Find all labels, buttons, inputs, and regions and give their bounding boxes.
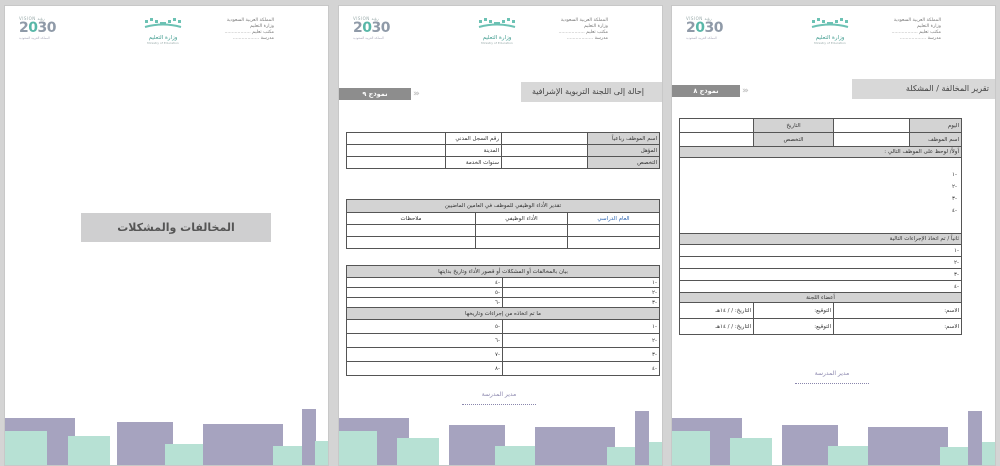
cover-title: المخالفات والمشكلات (117, 221, 235, 234)
vision-2030-logo (353, 16, 401, 46)
ministry-text: وزارة التعليم (916, 24, 941, 29)
deco-block (68, 436, 110, 466)
header-text (538, 18, 608, 42)
deco-block (982, 442, 996, 466)
form-title-banner (521, 82, 663, 102)
deco-block (730, 438, 772, 466)
vision-label: VISION رؤية (19, 16, 45, 21)
member-signature[interactable]: التوقيع: (754, 319, 834, 335)
issues-title: بيان بالمخالفات أو المشكلات أو قصور الأداء وتاريخ بدايتها (347, 266, 660, 278)
ministry-text: وزارة التعليم (249, 24, 274, 29)
action-item[interactable]: -٢ (503, 334, 660, 348)
deco-block (315, 441, 329, 466)
office-text: مكتب تعليم .................. (558, 30, 608, 35)
issue-item[interactable]: -٢ (503, 288, 660, 298)
action-item[interactable]: -٦ (347, 334, 503, 348)
member-name[interactable]: الاسم: (834, 303, 962, 319)
deco-block (339, 431, 377, 466)
moe-logo (800, 18, 860, 52)
moe-english: Ministry of Education (147, 41, 179, 45)
info-value[interactable] (347, 133, 446, 145)
second-item[interactable]: -٤ (680, 281, 962, 293)
first-item: -٢ (952, 183, 957, 190)
info-value[interactable] (502, 157, 588, 169)
info-label: المؤهل (588, 145, 660, 157)
office-text: مكتب تعليم .................. (891, 30, 941, 35)
moe-english: Ministry of Education (481, 41, 513, 45)
actions-title: ما تم اتخاذه من إجراءات وتاريخها (347, 308, 660, 320)
vision-year: 2030 (19, 20, 56, 36)
issues-table (346, 265, 660, 376)
first-list[interactable] (680, 158, 962, 234)
eval-cell[interactable] (568, 225, 660, 237)
second-item[interactable]: -٢ (680, 257, 962, 269)
form-badge: نموذج ٩ (339, 88, 411, 100)
deco-block (535, 427, 615, 466)
first-item: -٣ (952, 195, 957, 202)
form-title: إحالة إلى اللجنة التربوية الإشرافية (531, 87, 644, 96)
action-item[interactable]: -٨ (347, 362, 503, 376)
deco-block (273, 446, 303, 466)
cover-page (4, 5, 329, 466)
top-value[interactable] (680, 133, 754, 147)
top-label: التخصص (754, 133, 834, 147)
form-8-page (671, 5, 996, 466)
deco-block (302, 409, 316, 466)
first-section-title: أولاً/ لوحظ على الموظف التالي : (680, 147, 962, 158)
principal-label: مدير المدرسة (481, 391, 517, 398)
school-text: مدرسة .................. (899, 36, 941, 41)
form-title-banner (852, 79, 996, 99)
report-table (679, 118, 962, 335)
first-item: -١ (952, 171, 957, 178)
top-label: اليوم (910, 119, 962, 133)
employee-info-table (346, 132, 660, 169)
eval-header-year: العام الدراسي (568, 213, 660, 225)
moe-english: Ministry of Education (814, 41, 846, 45)
issue-item[interactable]: -٥ (347, 288, 503, 298)
eval-cell[interactable] (568, 237, 660, 249)
vision-subtitle: المملكة العربية السعودية (353, 36, 384, 40)
info-label: سنوات الخدمة (446, 157, 502, 169)
deco-block (635, 411, 649, 466)
moe-book-icon (477, 18, 517, 32)
action-item[interactable]: -١ (503, 320, 660, 334)
form-title: تقرير المخالفة / المشكلة (905, 84, 989, 93)
vision-2030-logo (686, 16, 734, 46)
vision-2030-logo (19, 16, 67, 46)
school-text: مدرسة .................. (566, 36, 608, 41)
moe-book-icon (810, 18, 850, 32)
issue-item[interactable]: -٦ (347, 298, 503, 308)
info-label: رقم السجل المدني (446, 133, 502, 145)
info-value[interactable] (502, 133, 588, 145)
deco-block (5, 431, 47, 466)
moe-arabic: وزارة التعليم (815, 35, 845, 41)
info-value[interactable] (347, 145, 446, 157)
action-item[interactable]: -٣ (503, 348, 660, 362)
deco-block (165, 444, 205, 466)
eval-cell[interactable] (476, 237, 568, 249)
info-value[interactable] (502, 145, 588, 157)
member-name[interactable]: الاسم: (834, 319, 962, 335)
second-item[interactable]: -٣ (680, 269, 962, 281)
deco-block (968, 411, 982, 466)
deco-block (607, 447, 637, 466)
first-item: -٤ (952, 207, 957, 214)
ministry-text: وزارة التعليم (583, 24, 608, 29)
chevrons-icon: ››› (742, 86, 747, 96)
second-section-title: ثانياً / تم اتخاذ الإجراءات التالية (680, 234, 962, 245)
header-text (871, 18, 941, 42)
eval-header-performance: الأداء الوظيفي (476, 213, 568, 225)
info-value[interactable] (347, 157, 446, 169)
eval-cell[interactable] (347, 225, 476, 237)
signature-line[interactable] (462, 404, 536, 405)
signature-line[interactable] (795, 383, 869, 384)
eval-cell[interactable] (476, 225, 568, 237)
committee-title: أعضاء اللجنة (680, 293, 962, 303)
member-signature[interactable]: التوقيع: (754, 303, 834, 319)
top-label: اسم الموظف (910, 133, 962, 147)
second-item[interactable]: -١ (680, 245, 962, 257)
issue-item[interactable]: -٤ (347, 278, 503, 288)
vision-subtitle: المملكة العربية السعودية (686, 36, 717, 40)
vision-year: 2030 (353, 20, 390, 36)
issue-item[interactable]: -٣ (503, 298, 660, 308)
vision-label: VISION رؤية (353, 16, 379, 21)
top-value[interactable] (834, 119, 910, 133)
vision-subtitle: المملكة العربية السعودية (19, 36, 50, 40)
moe-book-icon (143, 18, 183, 32)
school-text: مدرسة .................. (232, 36, 274, 41)
top-label: التاريخ (754, 119, 834, 133)
info-label: التخصص (588, 157, 660, 169)
moe-logo (467, 18, 527, 52)
moe-arabic: وزارة التعليم (148, 35, 178, 41)
member-date[interactable]: التاريخ: / / ١٤هـ (680, 319, 754, 335)
kingdom-text: المملكة العربية السعودية (226, 18, 274, 23)
form-9-page (338, 5, 663, 466)
form-badge: نموذج ٨ (672, 85, 740, 97)
moe-logo (133, 18, 193, 52)
info-label: اسم الموظف رباعياً (588, 133, 660, 145)
deco-block (828, 446, 868, 466)
info-label: المدينة (446, 145, 502, 157)
office-text: مكتب تعليم .................. (224, 30, 274, 35)
header-text (204, 18, 274, 42)
vision-year: 2030 (686, 20, 723, 36)
kingdom-text: المملكة العربية السعودية (893, 18, 941, 23)
chevrons-icon: ››› (413, 89, 418, 99)
eval-cell[interactable] (347, 237, 476, 249)
deco-block (649, 442, 663, 466)
issue-item[interactable]: -١ (503, 278, 660, 288)
cover-title-banner (81, 213, 271, 242)
principal-signature (449, 391, 549, 405)
action-item[interactable]: -٧ (347, 348, 503, 362)
evaluation-table (346, 199, 660, 249)
eval-header-notes: ملاحظات (347, 213, 476, 225)
deco-block (940, 447, 970, 466)
member-date[interactable]: التاريخ: / / ١٤هـ (680, 303, 754, 319)
deco-block (495, 446, 535, 466)
top-value[interactable] (834, 133, 910, 147)
action-item[interactable]: -٥ (347, 320, 503, 334)
deco-block (672, 431, 710, 466)
top-value[interactable] (680, 119, 754, 133)
deco-block (868, 427, 948, 466)
action-item[interactable]: -٤ (503, 362, 660, 376)
principal-label: مدير المدرسة (814, 370, 850, 377)
evaluation-title: تقدير الأداء الوظيفي للموظف في العامين الماضيين (347, 200, 660, 213)
principal-signature (782, 370, 882, 384)
kingdom-text: المملكة العربية السعودية (560, 18, 608, 23)
deco-block (397, 438, 439, 466)
deco-block (203, 424, 283, 466)
moe-arabic: وزارة التعليم (482, 35, 512, 41)
vision-label: VISION رؤية (686, 16, 712, 21)
